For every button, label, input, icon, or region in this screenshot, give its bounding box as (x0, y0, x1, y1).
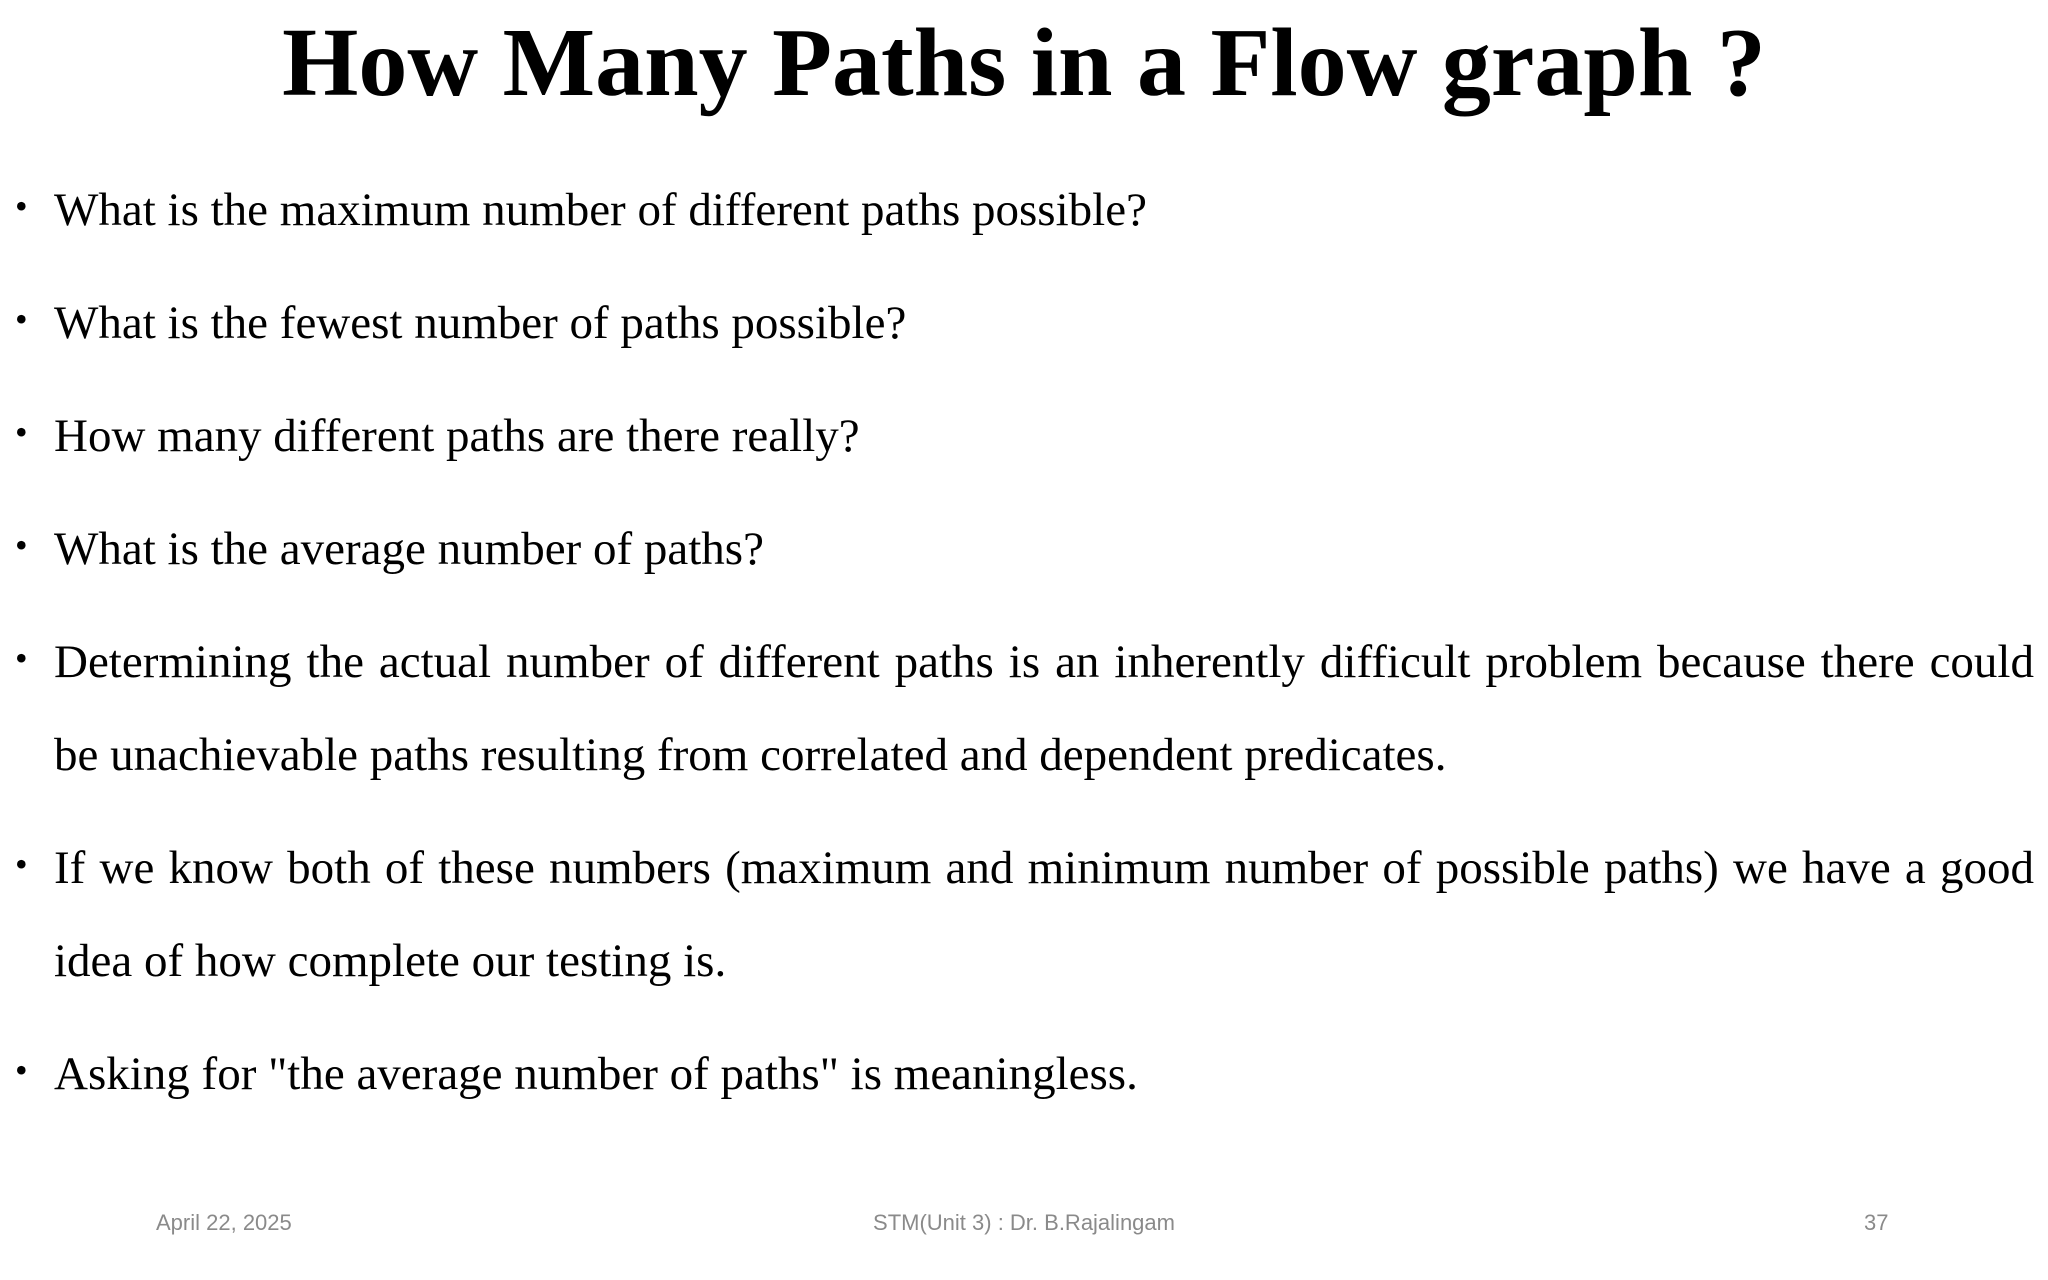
bullet-dot-icon: • (15, 299, 28, 339)
bullet-list (0, 164, 2048, 1141)
bullet-dot-icon: • (15, 186, 28, 226)
bullet-text: What is the average number of paths? (54, 523, 764, 575)
bullet-item (0, 277, 2034, 370)
footer-page-number: 37 (1864, 1210, 1889, 1235)
bullet-text: How many different paths are there really? (54, 410, 860, 462)
bullet-text: Determining the actual number of different paths is an inherently difficult problem because there could be unachievable paths resulting from correlated and dependent predicates. (54, 636, 2034, 781)
bullet-item (0, 164, 2034, 257)
bullet-item (0, 503, 2034, 596)
bullet-dot-icon: • (15, 1050, 28, 1090)
bullet-dot-icon: • (15, 638, 28, 678)
bullet-dot-icon: • (15, 525, 28, 565)
bullet-item (0, 616, 2034, 802)
bullet-item (0, 390, 2034, 483)
bullet-dot-icon: • (15, 844, 28, 884)
bullet-dot-icon: • (15, 412, 28, 452)
bullet-text: Asking for "the average number of paths" is meaningless. (54, 1048, 1138, 1100)
bullet-item (0, 1028, 2034, 1121)
slide-title: How Many Paths in a Flow graph ? (282, 9, 1766, 117)
bullet-text: What is the fewest number of paths possible? (54, 297, 907, 349)
bullet-text: If we know both of these numbers (maximum and minimum number of possible paths) we have a good idea of how complete our testing is. (54, 842, 2034, 987)
footer-date: April 22, 2025 (156, 1210, 292, 1235)
footer-author: STM(Unit 3) : Dr. B.Rajalingam (873, 1210, 1175, 1235)
bullet-text: What is the maximum number of different paths possible? (54, 184, 1147, 236)
bullet-item (0, 822, 2034, 1008)
